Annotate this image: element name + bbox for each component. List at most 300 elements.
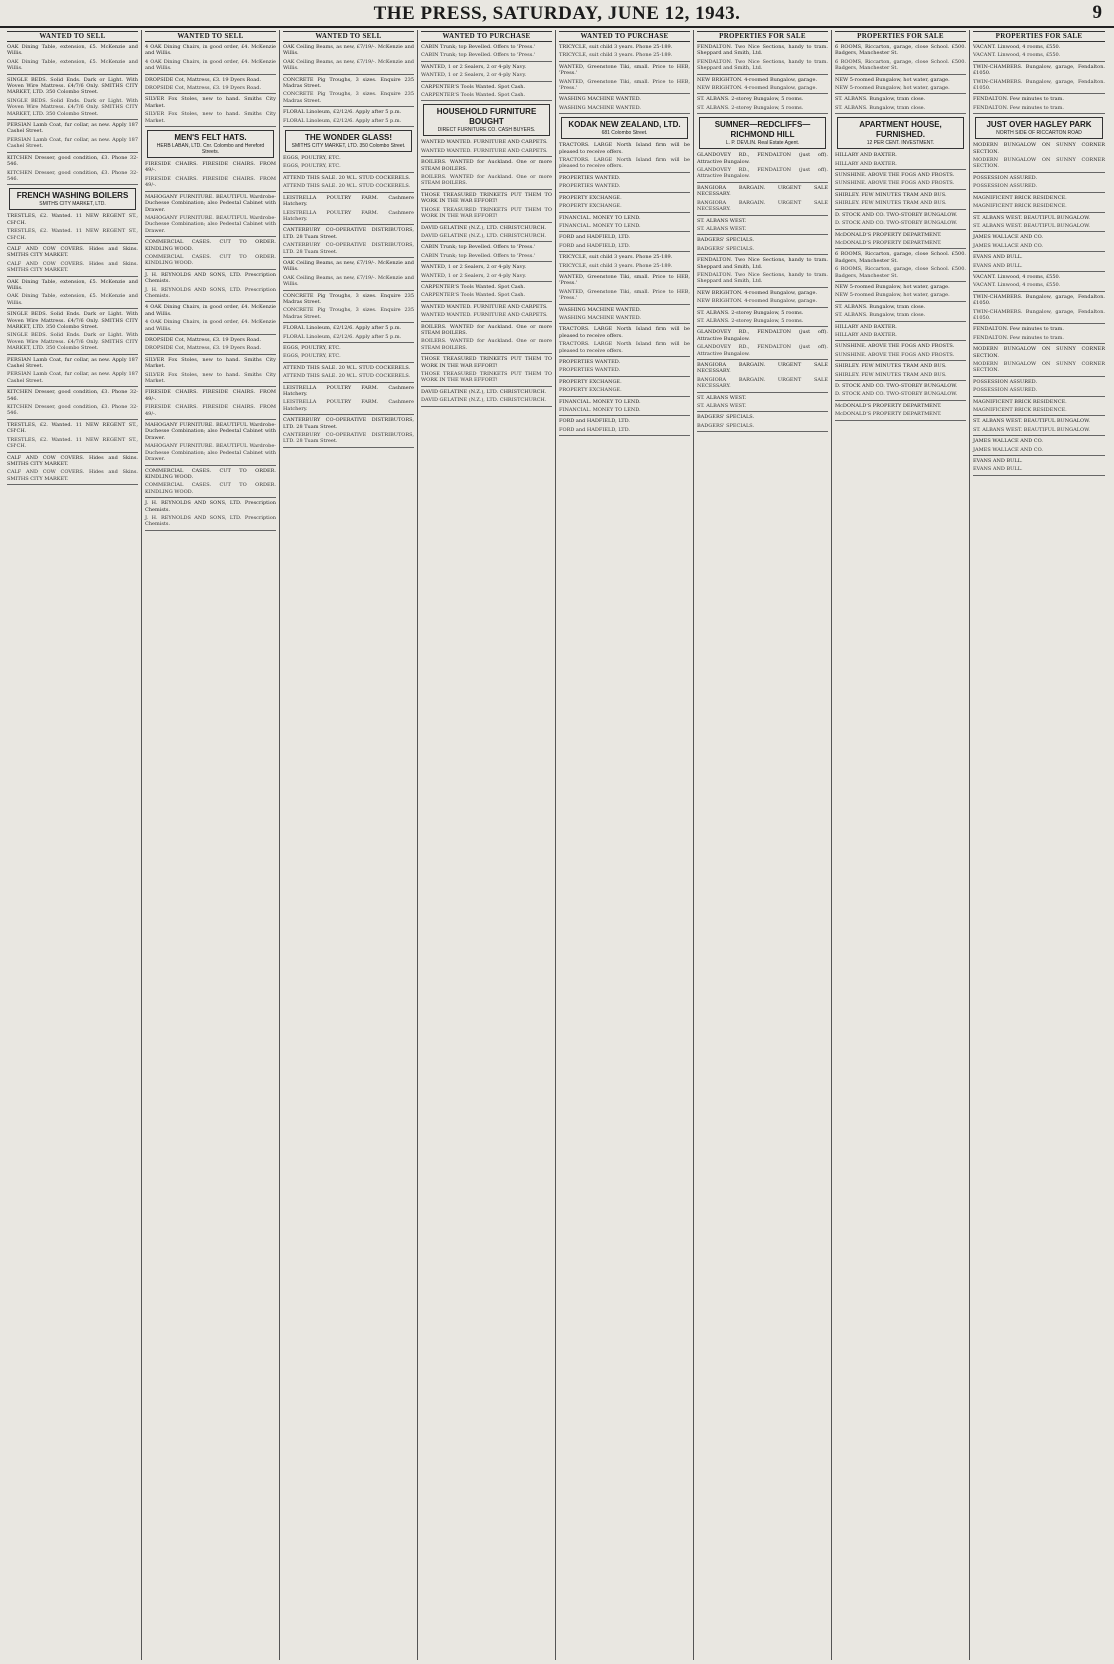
ad-text-block: WASHING MACHINE WANTED. (559, 104, 642, 111)
ad-divider (697, 431, 828, 432)
ad-divider (559, 356, 690, 357)
ad-text-block: BANGIORA BARGAIN. URGENT SALE NECESSARY. (697, 199, 828, 213)
ad-divider (697, 182, 828, 183)
classified-ad: SINGLE BEDS. Solid Ends. Dark or Light. With Woven Wire Mattress. £4/7/6 Only. SMITHS CITY MARKET, LTD. 350 Colombo Street. (7, 311, 138, 330)
classified-ad: DROPSIDE Cot, Mattress, £3. 19 Dyers Road. (145, 76, 262, 83)
classified-ad: ATTEND THIS SALE. 20 W.L. STUD COCKERELS. (283, 364, 411, 371)
ad-text-block: OAK Ceiling Beams, as new, £7/19/-. McKenzie and Willis. (283, 58, 414, 72)
classified-columns (4, 30, 1108, 1660)
ad-divider (145, 530, 276, 531)
display-ad-subtitle: DIRECT FURNITURE CO. CASH BUYERS. (437, 127, 536, 134)
ad-text-block: CABIN Trunk; top Bevelled. Offers to 'Press.' (421, 52, 536, 59)
ad-text-block: FLORAL Linoleum, £2/12/6. Apply after 5 p.m. (283, 333, 402, 340)
classified-ad: TWIN-CHAMBERS. Bungalow, garage, Fendalton. £1050. (973, 293, 1105, 307)
ad-text-block: SILVER Fox Stoles, new to hand. Smiths City Market. (145, 111, 276, 124)
ad-text-block: EVANS AND BULL. (973, 466, 1023, 473)
display-ad-box (561, 117, 688, 139)
ad-divider (421, 406, 552, 407)
ad-divider (559, 396, 690, 397)
ad-text-block: WANTED, 1 or 2 Sealers, 2 or 4-ply Navy. (421, 272, 527, 279)
classified-ad: ST. ALBANS WEST. (697, 394, 747, 401)
ad-text-block: WANTED WANTED. FURNITURE AND CARPETS. (421, 312, 548, 319)
ad-text-block: CANTERBURY CO-OPERATIVE DISTRIBUTORS, LTD. 28 Tuam Street. (283, 242, 414, 255)
ad-divider (7, 152, 138, 153)
ad-text-block: WANTED WANTED. FURNITURE AND CARPETS. (421, 147, 548, 154)
ad-text-block: McDONALD'S PROPERTY DEPARTMENT. (835, 411, 942, 418)
page-number: 9 (1092, 2, 1102, 23)
ad-divider (973, 376, 1105, 377)
display-ad-subtitle: 681 Colombo Street. (601, 130, 648, 137)
ad-text-block: THOSE TREASURED TRINKETS PUT THEM TO WORK IN THE WAR EFFORT! (421, 206, 552, 220)
ad-text-block: MAHOGANY FURNITURE. BEAUTIFUL Wardrobe-Duchesse Combination; also Pedestal Cabinet with Drawer. (145, 214, 276, 234)
ad-text-block: SHIRLEY. FEW MINUTES TRAM AND BUS. (835, 371, 947, 378)
ad-text-block: ATTEND THIS SALE. 20 W.L. STUD COCKERELS. (283, 183, 411, 190)
ad-divider (7, 184, 138, 185)
ad-divider (973, 396, 1105, 397)
ad-divider (973, 251, 1105, 252)
classified-ad: PERSIAN Lamb Coat, fur collar, as new. Apply 187 Cashel Street. (7, 122, 138, 135)
ad-divider (421, 241, 552, 242)
classified-ad: 4 OAK Dining Chairs, in good order, £4. McKenzie and Willis. (145, 304, 276, 317)
ad-text-block: BADGERS' SPECIALS. (697, 422, 755, 429)
classified-ad: CONCRETE Pig Troughs, 3 sizes. Enquire 235 Madras Street. (283, 292, 414, 305)
classified-ad: FENDALTON. Few minutes to tram. (973, 326, 1064, 333)
ad-divider (559, 172, 690, 173)
ad-text-block: SINGLE BEDS. Solid Ends. Dark or Light. With Woven Wire Mattress. £4/7/6 Only. SMITHS CITY MARKET, LTD. 350 Colombo Street. (7, 332, 138, 352)
ad-divider (835, 113, 966, 114)
ad-text-block: CALF AND COW COVERS. Hides and Skins. SMITHS CITY MARKET. (7, 260, 138, 274)
ad-divider (973, 291, 1105, 292)
classified-ad: SUNSHINE. ABOVE THE FOGS AND FROSTS. (835, 343, 955, 350)
ad-divider (835, 321, 966, 322)
classified-ad: CONCRETE Pig Troughs, 3 sizes. Enquire 235 Madras Street. (283, 76, 414, 90)
ad-text-block: EGGS, POULTRY, ETC. (283, 163, 341, 170)
ad-text-block: JAMES WALLACE AND CO. (973, 446, 1044, 453)
display-ad-title: JUST OVER HAGLEY PARK (986, 120, 1092, 130)
classified-ad: BOILERS. WANTED for Auckland. One or more STEAM BOILERS. (421, 159, 552, 172)
ad-divider (835, 74, 966, 75)
classified-ad: SILVER Fox Stoles, new to hand. Smiths City Market. (145, 356, 276, 370)
classified-ad: THOSE TREASURED TRINKETS PUT THEM TO WORK IN THE WAR EFFORT! (421, 191, 552, 205)
ad-text-block: SUNSHINE. ABOVE THE FOGS AND FROSTS. (835, 180, 955, 187)
classified-ad: FLORAL Linoleum, £2/12/6. Apply after 5 p.m. (283, 109, 402, 116)
ad-divider (421, 61, 552, 62)
ad-divider (145, 465, 276, 466)
ad-divider (973, 172, 1105, 173)
column-6 (694, 30, 832, 1660)
ad-divider (283, 362, 414, 363)
classified-ad: SUNSHINE. ABOVE THE FOGS AND FROSTS. (835, 172, 955, 179)
ad-text-block: CALF AND COW COVERS. Hides and Skins. SMITHS CITY MARKET. (7, 469, 138, 482)
ad-text-block: DAVID GELATINE (N.Z.), LTD. CHRISTCHURCH. (421, 232, 547, 239)
classified-ad: FENDALTON. Few minutes to tram. (973, 96, 1064, 103)
classified-ad: HILLARY AND BAXTER. (835, 323, 897, 330)
ad-text-block: 4 OAK Dining Chairs, in good order, £4. McKenzie and Willis. (145, 319, 276, 332)
ad-text-block: MAGNIFICENT BRICK RESIDENCE. (973, 203, 1067, 210)
classified-ad: J. H. REYNOLDS AND SONS, LTD. Prescription Chemists. (145, 271, 276, 285)
classified-ad: CALF AND COW COVERS. Hides and Skins. SMITHS CITY MARKET. (7, 245, 138, 259)
ad-divider (559, 251, 690, 252)
ad-divider (835, 248, 966, 249)
ad-text-block: EGGS, POULTRY, ETC. (283, 353, 341, 360)
classified-ad: OAK Dining Table, extension, £5. McKenzie and Willis. (7, 44, 138, 57)
classified-ad: WANTED WANTED. FURNITURE AND CARPETS. (421, 303, 548, 310)
ad-text-block: THOSE TREASURED TRINKETS PUT THEM TO WORK IN THE WAR EFFORT! (421, 371, 552, 384)
ad-text-block: PROPERTIES WANTED. (559, 183, 621, 190)
classified-ad: DROPSIDE Cot, Mattress, £3. 19 Dyers Road. (145, 337, 262, 343)
classified-ad: FIRESIDE CHAIRS. FIRESIDE CHAIRS. FROM 49/-. (145, 161, 276, 174)
display-ad-subtitle: L. P. DEVLIN. Real Estate Agent. (725, 140, 800, 147)
classified-ad: FENDALTON. Two Nice Sections, handy to tram. Sheppard and Smith, Ltd. (697, 257, 828, 270)
display-ad-box (975, 117, 1103, 139)
classified-ad: TRACTORS. LARGE North Island firm will be pleased to receive offers. (559, 326, 690, 339)
ad-text-block: CARPENTER'S Tools Wanted. Spot Cash. (421, 292, 526, 299)
ad-divider (835, 400, 966, 401)
ad-divider (835, 340, 966, 341)
ad-text-block: ST. ALBANS. 2-storey Bungalow, 5 rooms. (697, 317, 804, 324)
ad-divider (283, 74, 414, 75)
ad-divider (283, 106, 414, 107)
display-ad-box (423, 104, 550, 136)
ad-divider (697, 326, 828, 327)
ad-text-block: J. H. REYNOLDS AND SONS, LTD. Prescription Chemists. (145, 286, 276, 299)
ad-text-block: FIRESIDE CHAIRS. FIRESIDE CHAIRS. FROM 49/-. (145, 404, 276, 417)
display-ad-title: APARTMENT HOUSE, FURNISHED. (859, 120, 942, 140)
classified-ad: OAK Ceiling Beams, as new, £7/19/-. McKenzie and Willis. (283, 44, 414, 57)
newspaper-title: THE PRESS, SATURDAY, JUNE 12, 1943. (373, 3, 741, 24)
ad-divider (559, 271, 690, 272)
classified-ad: ST. ALBANS. 2-storey Bungalow, 5 rooms. (697, 96, 804, 103)
display-ad-title: HOUSEHOLD FURNITURE BOUGHT (436, 107, 537, 127)
ad-text-block: DROPSIDE Cot, Mattress, £3. 19 Dyers Road. (145, 85, 262, 92)
ad-divider (559, 415, 690, 416)
ad-divider (7, 119, 138, 120)
ad-text-block: TRACTORS. LARGE North Island firm will be pleased to receive offers. (559, 341, 690, 354)
ad-text-block: FORD and HADFIELD, LTD. (559, 426, 630, 433)
classified-ad: VACANT. Linwood, 4 rooms, £550. (973, 273, 1061, 280)
ad-divider (421, 222, 552, 223)
ad-divider (973, 475, 1105, 476)
classified-ad: ST. ALBANS WEST. (697, 217, 747, 224)
ad-text-block: PROPERTY EXCHANGE. (559, 387, 622, 394)
classified-ad: CANTERBURY CO-OPERATIVE DISTRIBUTORS, LTD. 28 Tuam Street. (283, 417, 414, 430)
classified-ad: BADGERS' SPECIALS. (697, 414, 755, 421)
ad-divider (145, 301, 276, 302)
ad-divider (283, 224, 414, 225)
display-ad-subtitle: SMITHS CITY MARKET, LTD. 350 Colombo Street. (291, 143, 406, 150)
display-ad-box (285, 130, 412, 152)
ad-text-block: 4 OAK Dining Chairs, in good order, £4. McKenzie and Willis. (145, 58, 276, 72)
ad-text-block: CONCRETE Pig Troughs, 3 sizes. Enquire 235 Madras Street. (283, 91, 414, 104)
column-1 (4, 30, 142, 1660)
classified-ad: 4 OAK Dining Chairs, in good order, £4. McKenzie and Willis. (145, 44, 276, 57)
ad-text-block: WANTED, Greenstone Tiki, small. Price to HEB, 'Press.' (559, 78, 690, 92)
ad-divider (7, 243, 138, 244)
ad-text-block: POSSESSION ASSURED. (973, 387, 1038, 394)
classified-ad: POSSESSION ASSURED. (973, 174, 1038, 181)
ad-divider (283, 126, 414, 127)
ad-text-block: FLORAL Linoleum, £2/12/6. Apply after 5 p.m. (283, 117, 402, 124)
classified-ad: J. H. REYNOLDS AND SONS, LTD. Prescription Chemists. (145, 500, 276, 513)
ad-text-block: FENDALTON. Two Nice Sections, handy to tram. Sheppard and Smith, Ltd. (697, 58, 828, 72)
classified-ad: WASHING MACHINE WANTED. (559, 96, 642, 103)
ad-divider (835, 420, 966, 421)
ad-text-block: ATTEND THIS SALE. 20 W.L. STUD COCKERELS. (283, 373, 411, 380)
ad-divider (973, 61, 1105, 62)
ad-text-block: OAK Dining Table, extension, £5. McKenzie and Willis. (7, 58, 138, 72)
ad-divider (7, 452, 138, 453)
ad-text-block: MAGNIFICENT BRICK RESIDENCE. (973, 407, 1067, 414)
ad-divider (697, 254, 828, 255)
ad-divider (145, 354, 276, 355)
classified-ad: PROPERTIES WANTED. (559, 174, 621, 181)
classified-ad: SHIRLEY. FEW MINUTES TRAM AND BUS. (835, 363, 947, 370)
classified-ad: PROPERTY EXCHANGE. (559, 378, 622, 385)
ad-divider (145, 419, 276, 420)
classified-ad: KITCHEN Dresser, good condition, £3. Phone 32-546. (7, 389, 138, 402)
column-8 (970, 30, 1108, 1660)
ad-text-block: NEW BRIGHTON. 4-roomed Bungalow, garage. (697, 85, 818, 92)
ad-text-block: EVANS AND BULL. (973, 262, 1023, 269)
classified-ad: ATTEND THIS SALE. 20 W.L. STUD COCKERELS. (283, 174, 411, 181)
ad-divider (559, 323, 690, 324)
classified-ad: ST. ALBANS. 2-storey Bungalow, 5 rooms. (697, 309, 804, 316)
ad-text-block: TRESTLES, £2. Wanted. 11 NEW REGENT ST., CH'CH. (7, 436, 138, 450)
ad-divider (421, 353, 552, 354)
classified-ad: MAHOGANY FURNITURE. BEAUTIFUL Wardrobe-Duchesse Combination; also Pedestal Cabinet with Drawer. (145, 422, 276, 441)
ad-text-block: SILVER Fox Stoles, new to hand. Smiths City Market. (145, 371, 276, 385)
ad-text-block: NEW BRIGHTON. 4-roomed Bungalow, garage. (697, 298, 818, 305)
classified-ad: NEW BRIGHTON. 4-roomed Bungalow, garage. (697, 76, 818, 83)
ad-divider (973, 231, 1105, 232)
classified-ad: SINGLE BEDS. Solid Ends. Dark or Light. With Woven Wire Mattress. £4/7/6 Only. SMITHS CITY MARKET, LTD. 350 Colombo Street. (7, 76, 138, 96)
ad-divider (7, 419, 138, 420)
display-ad-box (837, 117, 964, 149)
classified-ad: NEW BRIGHTON. 4-roomed Bungalow, garage. (697, 289, 818, 296)
classified-ad: 6 ROOMS, Riccarton, garage, close School. £500. Badgers, Manchester St. (835, 44, 966, 57)
ad-divider (835, 380, 966, 381)
classified-ad: NEW 5-roomed Bungalow, hot water, garage. (835, 76, 950, 83)
ad-divider (145, 269, 276, 270)
ad-divider (973, 435, 1105, 436)
ad-divider (421, 261, 552, 262)
ad-divider (697, 359, 828, 360)
classified-ad: MAHOGANY FURNITURE. BEAUTIFUL Wardrobe-Duchesse Combination; also Pedestal Cabinet with Drawer. (145, 193, 276, 213)
column-heading: WANTED TO SELL (7, 31, 138, 42)
classified-ad: D. STOCK AND CO. TWO-STOREY BUNGALOW. (835, 211, 958, 218)
classified-ad: OAK Ceiling Beams, as new, £7/19/-. McKenzie and Willis. (283, 259, 414, 273)
ad-divider (145, 191, 276, 192)
classified-ad: TWIN-CHAMBERS. Bungalow, garage, Fendalton. £1050. (973, 63, 1105, 77)
ad-text-block: DROPSIDE Cot, Mattress, £3. 19 Dyers Road. (145, 345, 262, 352)
ad-divider (697, 215, 828, 216)
ad-text-block: FENDALTON. Few minutes to tram. (973, 334, 1064, 341)
column-heading: PROPERTIES FOR SALE (835, 31, 966, 42)
ad-divider (559, 192, 690, 193)
display-ad-title: SUMNER—REDCLIFFS—RICHMOND HILL (714, 120, 811, 140)
classified-ad: GLANDOVEY RD., FENDALTON (just off). Attractive Bungalow. (697, 152, 828, 165)
ad-divider (697, 74, 828, 75)
ad-divider (973, 455, 1105, 456)
ad-text-block: COMMERCIAL CASES. CUT TO ORDER. KINDLING WOOD. (145, 253, 276, 267)
display-ad-box (147, 130, 274, 158)
ad-text-block: TRICYCLE, suit child 3 years. Phone 25-189. (559, 52, 673, 59)
ad-text-block: ST. ALBANS WEST. BEAUTIFUL BUNGALOW. (973, 222, 1090, 229)
display-ad-title: MEN'S FELT HATS. (174, 133, 247, 143)
ad-divider (835, 229, 966, 230)
classified-ad: CABIN Trunk; top Bevelled. Offers to 'Press.' (421, 244, 536, 251)
ad-divider (697, 234, 828, 235)
classified-ad: EVANS AND BULL. (973, 458, 1023, 465)
ad-divider (559, 231, 690, 232)
ad-text-block: OAK Dining Table, extension, £5. McKenzie and Willis. (7, 293, 138, 306)
ad-divider (283, 322, 414, 323)
ad-text-block: TRESTLES, £2. Wanted. 11 NEW REGENT ST., CH'CH. (7, 228, 138, 241)
ad-text-block: NEW 5-roomed Bungalow, hot water, garage. (835, 85, 950, 92)
classified-ad: COMMERCIAL CASES. CUT TO ORDER. KINDLING WOOD. (145, 467, 276, 480)
ad-divider (421, 156, 552, 157)
ad-divider (145, 386, 276, 387)
ad-divider (283, 172, 414, 173)
classified-ad: EVANS AND BULL. (973, 254, 1023, 261)
ad-text-block: ST. ALBANS. Bungalow, tram close. (835, 104, 926, 111)
classified-ad: WANTED, 1 or 2 Sealers, 2 or 4-ply Navy. (421, 264, 527, 271)
column-heading: PROPERTIES FOR SALE (697, 31, 828, 42)
classified-ad: BOILERS. WANTED for Auckland. One or more STEAM BOILERS. (421, 323, 552, 336)
classified-ad: McDONALD'S PROPERTY DEPARTMENT. (835, 402, 942, 409)
column-3 (280, 30, 418, 1660)
ad-text-block: PERSIAN Lamb Coat, fur collar, as new. Apply 187 Cashel Street. (7, 136, 138, 150)
ad-text-block: WASHING MACHINE WANTED. (559, 314, 642, 321)
ad-text-block: DAVID GELATINE (N.Z.), LTD. CHRISTCHURCH. (421, 397, 547, 404)
ad-divider (421, 100, 552, 101)
classified-ad: CARPENTER'S Tools Wanted. Spot Cash. (421, 283, 526, 290)
ad-divider (283, 447, 414, 448)
ad-text-block: J. H. REYNOLDS AND SONS, LTD. Prescription Chemists. (145, 514, 276, 528)
ad-text-block: GLANDOVEY RD., FENDALTON (just off). Attractive Bungalow. (697, 344, 828, 357)
classified-ad: BANGIORA BARGAIN. URGENT SALE NECESSARY. (697, 362, 828, 375)
ad-divider (973, 113, 1105, 114)
ad-divider (145, 334, 276, 335)
ad-text-block: CANTERBURY CO-OPERATIVE DISTRIBUTORS, LTD. 28 Tuam Street. (283, 432, 414, 445)
display-ad-subtitle: HERB LABAN, LTD. Cnr. Colombo and Hereford Streets. (156, 143, 265, 156)
ad-divider (697, 93, 828, 94)
ad-text-block: TWIN-CHAMBERS. Bungalow, garage, Fendalton. £1050. (973, 78, 1105, 92)
display-ad-box (699, 117, 826, 149)
ad-text-block: PROPERTY EXCHANGE. (559, 203, 622, 210)
ad-divider (145, 74, 276, 75)
column-2 (142, 30, 280, 1660)
ad-text-block: KITCHEN Dresser, good condition, £3. Phone 32-546. (7, 404, 138, 417)
ad-text-block: MODERN BUNGALOW ON SUNNY CORNER SECTION. (973, 157, 1105, 170)
classified-ad: POSSESSION ASSURED. (973, 378, 1038, 385)
column-heading: WANTED TO PURCHASE (559, 31, 690, 42)
ad-divider (559, 93, 690, 94)
ad-divider (973, 192, 1105, 193)
classified-ad: FENDALTON. Two Nice Sections, handy to tram. Sheppard and Smith, Ltd. (697, 44, 828, 57)
display-ad-title: THE WONDER GLASS! (304, 133, 393, 143)
ad-divider (283, 414, 414, 415)
classified-ad: WANTED WANTED. FURNITURE AND CARPETS. (421, 139, 548, 146)
ad-divider (559, 61, 690, 62)
classified-ad: 6 ROOMS, Riccarton, garage, close School. £500. Badgers, Manchester St. (835, 251, 966, 264)
classified-ad: SILVER Fox Stoles, new to hand. Smiths City Market. (145, 96, 276, 109)
ad-text-block: ST. ALBANS WEST. BEAUTIFUL BUNGALOW. (973, 426, 1090, 433)
ad-text-block: VACANT. Linwood, 4 rooms, £550. (973, 52, 1061, 59)
ad-divider (559, 304, 690, 305)
ad-text-block: FENDALTON. Two Nice Sections, handy to tram. Sheppard and Smith, Ltd. (697, 271, 828, 285)
classified-ad: MODERN BUNGALOW ON SUNNY CORNER SECTION. (973, 346, 1105, 359)
ad-text-block: ST. ALBANS WEST. (697, 225, 747, 232)
ad-divider (145, 497, 276, 498)
ad-divider (283, 257, 414, 258)
ad-divider (559, 113, 690, 114)
ad-text-block: PROPERTIES WANTED. (559, 367, 621, 374)
column-4 (418, 30, 556, 1660)
ad-text-block: ST. ALBANS. 2-storey Bungalow, 5 rooms. (697, 104, 804, 111)
ad-divider (7, 386, 138, 387)
ad-text-block: PERSIAN Lamb Coat, fur collar, as new. Apply 187 Cashel Street. (7, 371, 138, 384)
classified-ad: GLANDOVEY RD., FENDALTON (just off). Attractive Bungalow. (697, 329, 828, 342)
classified-ad: NEW 5-roomed Bungalow, hot water, garage. (835, 283, 950, 290)
classified-ad: JAMES WALLACE AND CO. (973, 234, 1044, 241)
display-ad-box (9, 188, 136, 210)
ad-text-block: TRICYCLE, suit child 3 years. Phone 25-189. (559, 262, 673, 269)
column-heading: WANTED TO PURCHASE (421, 31, 552, 42)
ad-text-block: TRACTORS. LARGE North Island firm will be pleased to receive offers. (559, 157, 690, 170)
classified-ad: MODERN BUNGALOW ON SUNNY CORNER SECTION. (973, 142, 1105, 155)
ad-divider (835, 209, 966, 210)
ad-text-block: WANTED, Greenstone Tiki, small. Price to HEB, 'Press.' (559, 288, 690, 302)
ad-divider (421, 321, 552, 322)
ad-divider (835, 189, 966, 190)
ad-text-block: D. STOCK AND CO. TWO-STOREY BUNGALOW. (835, 220, 958, 227)
classified-ad: PROPERTY EXCHANGE. (559, 194, 622, 201)
ad-divider (421, 281, 552, 282)
ad-divider (697, 113, 828, 114)
classified-ad: ST. ALBANS WEST. BEAUTIFUL BUNGALOW. (973, 214, 1090, 221)
classified-ad: WASHING MACHINE WANTED. (559, 306, 642, 313)
ad-text-block: CARPENTER'S Tools Wanted. Spot Cash. (421, 92, 526, 99)
column-heading: PROPERTIES FOR SALE (973, 31, 1105, 42)
ad-text-block: FINANCIAL. MONEY TO LEND. (559, 407, 641, 414)
ad-divider (421, 386, 552, 387)
masthead (0, 0, 1114, 28)
ad-divider (145, 126, 276, 127)
display-ad-title: KODAK NEW ZEALAND, LTD. (568, 120, 681, 130)
ad-text-block: VACANT. Linwood, 4 rooms, £550. (973, 282, 1061, 289)
column-5 (556, 30, 694, 1660)
ad-text-block: SUNSHINE. ABOVE THE FOGS AND FROSTS. (835, 351, 955, 358)
column-heading: WANTED TO SELL (283, 31, 414, 42)
classified-ad: KITCHEN Dresser, good condition, £3. Phone 32-546. (7, 154, 138, 168)
classified-ad: CANTERBURY CO-OPERATIVE DISTRIBUTORS, LTD. 28 Tuam Street. (283, 227, 414, 240)
ad-divider (559, 435, 690, 436)
ad-text-block: HILLARY AND BAXTER. (835, 160, 897, 167)
classified-ad: LEISTRELLA POULTRY FARM. Cashmere Hatchery. (283, 384, 414, 398)
classified-ad: TRESTLES, £2. Wanted. 11 NEW REGENT ST., CH'CH. (7, 213, 138, 226)
ad-text-block: BOILERS. WANTED for Auckland. One or more STEAM BOILERS. (421, 338, 552, 351)
ad-divider (421, 81, 552, 82)
classified-ad: WANTED, 1 or 2 Sealers, 2 or 4-ply Navy. (421, 63, 527, 70)
ad-text-block: MAHOGANY FURNITURE. BEAUTIFUL Wardrobe-Duchesse Combination; also Pedestal Cabinet with Drawer. (145, 443, 276, 463)
ad-divider (283, 382, 414, 383)
classified-ad: WANTED, Greenstone Tiki, small. Price to HEB, 'Press.' (559, 63, 690, 77)
ad-text-block: FENDALTON. Few minutes to tram. (973, 104, 1064, 111)
ad-divider (973, 323, 1105, 324)
ad-divider (7, 354, 138, 355)
classified-ad: EGGS, POULTRY, ETC. (283, 155, 341, 162)
